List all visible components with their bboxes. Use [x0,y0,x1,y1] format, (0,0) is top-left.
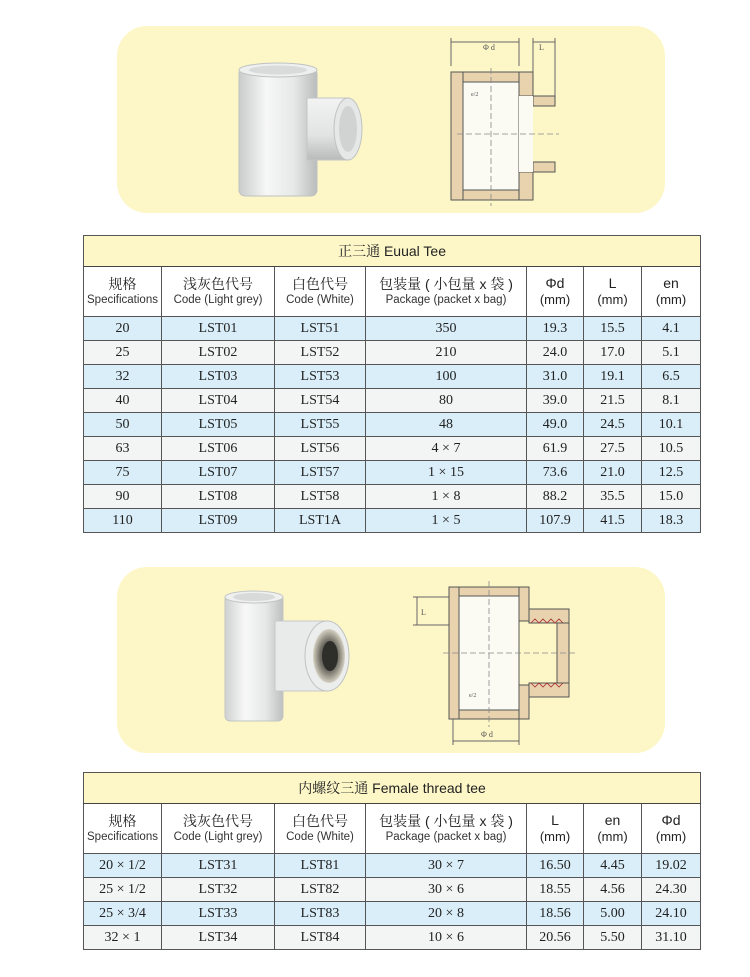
table-cell: 19.1 [584,365,642,389]
table-cell: LST54 [275,389,366,413]
table-cell: 100 [366,365,527,389]
table-cell: 41.5 [584,509,642,533]
table-header-row [84,804,701,854]
table-cell: 88.2 [527,485,584,509]
table-cell: 110 [84,509,162,533]
table-cell: 25 × 3/4 [84,902,162,926]
table-cell: LST05 [162,413,275,437]
table-cell: 5.1 [642,341,701,365]
table-row [84,902,701,926]
table-cell: 5.00 [584,902,642,926]
column-header [642,804,701,854]
equal-tee-drawing [443,38,561,208]
table-cell: LST07 [162,461,275,485]
column-header-zh: 规格 [108,275,137,292]
table-cell: 24.30 [642,878,701,902]
table-body [84,854,701,950]
column-header-en: Code (Light grey) [173,831,263,844]
column-header-zh: en [604,811,621,828]
table-cell: 4 × 7 [366,437,527,461]
column-header-en: Specifications [87,294,158,307]
dim-phi-d-label: Φ d [483,43,495,52]
table-cell: 8.1 [642,389,701,413]
column-header [275,267,366,317]
table-cell: 15.0 [642,485,701,509]
column-header [162,804,275,854]
table-cell: LST83 [275,902,366,926]
dim-e-label: e/2 [469,693,477,699]
column-header-zh: en [663,274,679,291]
dim-phi-d-label: Φ d [481,730,493,739]
table-cell: 40 [84,389,162,413]
table-cell: 16.50 [527,854,584,878]
table-cell: LST34 [162,926,275,950]
column-header-en: (mm) [597,292,628,308]
table-row [84,389,701,413]
table-cell: 4.1 [642,317,701,341]
table-cell: 10 × 6 [366,926,527,950]
female-thread-tee-drawing [413,577,581,745]
table-row [84,341,701,365]
table-cell: 19.3 [527,317,584,341]
column-header-en: Code (White) [286,294,354,307]
table-cell: 35.5 [584,485,642,509]
column-header-zh: L [608,274,617,291]
table-cell: 48 [366,413,527,437]
table-cell: 24.10 [642,902,701,926]
table-cell: 24.0 [527,341,584,365]
table-title: 内螺纹三通 Female thread tee [84,773,701,804]
table-cell: LST02 [162,341,275,365]
column-header [584,804,642,854]
table-cell: LST33 [162,902,275,926]
table-cell: LST1A [275,509,366,533]
table-cell: 1 × 5 [366,509,527,533]
table-cell: LST84 [275,926,366,950]
table-cell: 18.3 [642,509,701,533]
table-title: 正三通 Euual Tee [84,236,701,267]
table-cell: 18.56 [527,902,584,926]
equal-tee-table [83,235,701,533]
column-header-zh: 浅灰色代号 [183,812,253,829]
table-cell: LST09 [162,509,275,533]
table-cell: 107.9 [527,509,584,533]
table-cell: 20 × 8 [366,902,527,926]
table-cell: 17.0 [584,341,642,365]
column-header [642,267,701,317]
table-cell: 10.1 [642,413,701,437]
table-cell: 31.0 [527,365,584,389]
table-cell: 10.5 [642,437,701,461]
table-cell: 21.0 [584,461,642,485]
table-cell: 24.5 [584,413,642,437]
table-cell: 25 [84,341,162,365]
table-row [84,509,701,533]
table-cell: 50 [84,413,162,437]
table-cell: 49.0 [527,413,584,437]
table-cell: 6.5 [642,365,701,389]
table-cell: 80 [366,389,527,413]
table-row [84,926,701,950]
table-header-row [84,267,701,317]
table-cell: 350 [366,317,527,341]
table-cell: 73.6 [527,461,584,485]
column-header-zh: 包装量 ( 小包量 x 袋 ) [379,275,513,292]
column-header-zh: L [551,811,559,828]
table-cell: LST03 [162,365,275,389]
table-cell: LST01 [162,317,275,341]
column-header-en: Code (Light grey) [173,294,263,307]
table-cell: 30 × 6 [366,878,527,902]
table-row [84,413,701,437]
column-header-zh: 规格 [108,812,137,829]
table-cell: 63 [84,437,162,461]
column-header-zh: Φd [661,811,681,828]
table-cell: LST81 [275,854,366,878]
equal-tee-panel [117,26,665,213]
column-header [84,804,162,854]
table-cell: 25 × 1/2 [84,878,162,902]
table-cell: 27.5 [584,437,642,461]
column-header-en: (mm) [655,292,687,308]
table-cell: LST57 [275,461,366,485]
table-cell: LST55 [275,413,366,437]
table-cell: 20.56 [527,926,584,950]
table-cell: LST04 [162,389,275,413]
equal-tee-photo [237,60,367,200]
column-header-en: (mm) [597,829,628,845]
table-row [84,437,701,461]
table-cell: LST32 [162,878,275,902]
column-header-zh: Φd [545,274,565,291]
table-cell: 12.5 [642,461,701,485]
table-cell: 30 × 7 [366,854,527,878]
column-header [162,267,275,317]
table-row [84,485,701,509]
table-row [84,317,701,341]
table-body [84,317,701,533]
column-header-en: (mm) [539,292,571,308]
table-cell: 31.10 [642,926,701,950]
column-header [275,804,366,854]
table-row [84,854,701,878]
table-cell: LST31 [162,854,275,878]
column-header [366,804,527,854]
column-header-zh: 包装量 ( 小包量 x 袋 ) [379,812,513,829]
table-cell: 90 [84,485,162,509]
column-header [527,804,584,854]
table-cell: 19.02 [642,854,701,878]
table-cell: 1 × 15 [366,461,527,485]
column-header-en: Specifications [87,831,158,844]
table-cell: LST53 [275,365,366,389]
female-thread-tee-table [83,772,701,950]
table-cell: 75 [84,461,162,485]
table-cell: 32 × 1 [84,926,162,950]
table-cell: LST51 [275,317,366,341]
column-header-zh: 白色代号 [292,812,348,829]
column-header [366,267,527,317]
dim-l-label: L [421,608,426,617]
column-header-en: Package (packet x bag) [385,831,507,844]
female-thread-tee-panel [117,567,665,753]
column-header [84,267,162,317]
table-cell: 32 [84,365,162,389]
table-cell: 4.45 [584,854,642,878]
table-cell: LST56 [275,437,366,461]
table-cell: 4.56 [584,878,642,902]
column-header-en: (mm) [539,829,571,845]
table-cell: 21.5 [584,389,642,413]
table-row [84,365,701,389]
table-cell: 210 [366,341,527,365]
table-cell: 20 [84,317,162,341]
column-header-en: Code (White) [286,831,354,844]
column-header [584,267,642,317]
table-cell: 61.9 [527,437,584,461]
dim-l-label: L [539,43,544,52]
table-cell: 1 × 8 [366,485,527,509]
table-cell: LST82 [275,878,366,902]
table-cell: LST08 [162,485,275,509]
column-header-en: (mm) [655,829,687,845]
table-cell: 39.0 [527,389,584,413]
table-cell: 20 × 1/2 [84,854,162,878]
dim-e-label: e/2 [471,92,479,98]
table-cell: 5.50 [584,926,642,950]
table-cell: LST52 [275,341,366,365]
table-cell: 18.55 [527,878,584,902]
female-thread-tee-photo [223,589,355,723]
column-header-zh: 白色代号 [292,275,348,292]
table-row [84,461,701,485]
column-header-zh: 浅灰色代号 [183,275,253,292]
column-header-en: Package (packet x bag) [385,294,507,307]
table-cell: LST06 [162,437,275,461]
column-header [527,267,584,317]
table-cell: LST58 [275,485,366,509]
table-cell: 15.5 [584,317,642,341]
table-row [84,878,701,902]
